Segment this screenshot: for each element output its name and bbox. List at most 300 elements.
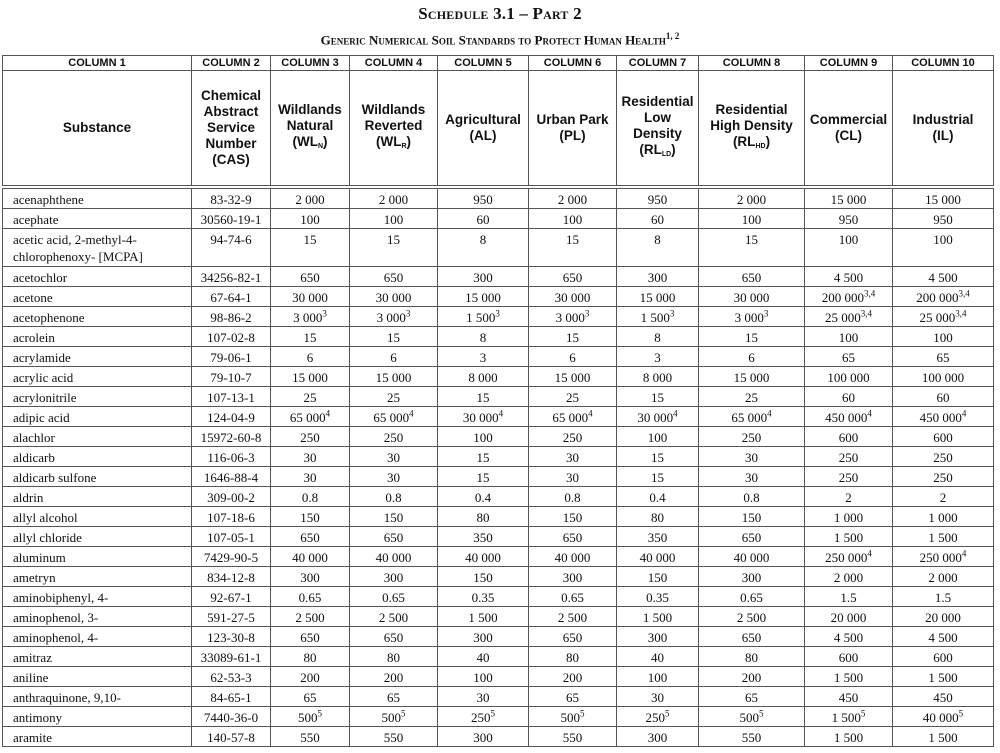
cas-cell: 62-53-3: [192, 667, 271, 687]
cas-cell: 83-32-9: [192, 187, 271, 209]
standard-value: 950: [933, 212, 953, 227]
standard-value: 0.35: [646, 590, 669, 605]
standard-value-cell: [805, 327, 893, 347]
standard-value: 65: [303, 690, 317, 705]
standard-value: 40 000: [554, 550, 591, 565]
standard-value-cell: [699, 407, 805, 427]
standard-value: 15: [651, 390, 664, 405]
standard-value-cell: [617, 229, 699, 267]
standard-value-cell: [699, 667, 805, 687]
column-header-line: High Density: [710, 117, 793, 133]
standard-value: 6: [306, 350, 314, 365]
standard-value-cell: [271, 427, 350, 447]
standard-value-cell: [617, 209, 699, 229]
standard-value-cell: [529, 287, 617, 307]
standard-value-cell: [438, 567, 529, 587]
standard-value-cell: [529, 229, 617, 267]
standard-value-cell: [438, 209, 529, 229]
footnote-ref: 4: [409, 408, 414, 419]
standard-value: 950: [647, 192, 668, 207]
standard-value: 25: [387, 390, 400, 405]
standard-value-cell: [893, 209, 994, 229]
standard-value: 15 000: [830, 192, 867, 207]
standard-value: 15 000: [639, 290, 676, 305]
standard-value: 3: [654, 350, 661, 365]
standard-value: 3 000: [376, 310, 406, 325]
standard-value: 6: [569, 350, 576, 365]
standard-value: 100: [300, 212, 320, 227]
standard-value-cell: [617, 287, 699, 307]
standard-value: 450 000: [919, 410, 962, 425]
column-header-line: Wildlands: [278, 101, 342, 117]
standard-value: 15: [476, 470, 490, 485]
standard-value-cell: [529, 507, 617, 527]
standard-value: 1 000: [928, 510, 958, 525]
standard-value-cell: [438, 687, 529, 707]
substance-cell: acrolein: [3, 327, 192, 347]
standard-value-cell: [271, 447, 350, 467]
standard-value-cell: [350, 427, 438, 447]
column-header-line: Abstract: [203, 104, 259, 119]
standard-value-cell: [617, 647, 699, 667]
standard-value: 3 000: [555, 310, 585, 325]
standard-value: 15 000: [292, 370, 328, 385]
standard-value-cell: [805, 627, 893, 647]
standard-value-cell: [699, 527, 805, 547]
standard-value: 8: [654, 330, 661, 345]
standard-value-cell: [893, 487, 994, 507]
footnote-ref: 4: [767, 408, 772, 419]
standard-value: 2 000: [557, 192, 588, 207]
standard-value: 2 000: [295, 192, 325, 207]
footnote-ref: 3,4: [958, 288, 970, 299]
standard-value-cell: [805, 727, 893, 747]
standard-value-cell: [617, 267, 699, 287]
standard-value: 1 500: [642, 610, 673, 625]
standard-value: 300: [473, 270, 493, 285]
column-header-line: Substance: [62, 120, 132, 135]
standard-value-cell: [699, 567, 805, 587]
standard-value-cell: [617, 727, 699, 747]
standard-value: 0.65: [740, 590, 763, 605]
column-header-9: [805, 71, 893, 188]
standard-value: 200 000: [916, 290, 959, 305]
standard-value: 15: [476, 450, 490, 465]
footnote-ref: 4: [325, 408, 331, 419]
standard-value: 2 500: [557, 610, 588, 625]
standard-value-cell: [350, 187, 438, 209]
standard-value-cell: [529, 447, 617, 467]
standard-value: 80: [651, 510, 664, 525]
table-row: [3, 507, 994, 527]
standard-value: 1 500: [928, 670, 958, 685]
column-header-abbr-close: ): [406, 133, 412, 149]
standard-value-cell: [438, 587, 529, 607]
standard-value: 0.8: [385, 490, 402, 505]
standard-value: 300: [562, 570, 583, 585]
standard-value: 30 000: [733, 290, 770, 305]
standard-value: 30 000: [637, 410, 674, 425]
standard-value-cell: [529, 667, 617, 687]
standard-value: 200: [300, 670, 320, 685]
cas-cell: 67-64-1: [192, 287, 271, 307]
column-header-line: Residential: [715, 101, 788, 117]
cas-cell: 107-05-1: [192, 527, 271, 547]
standard-value-cell: [271, 407, 350, 427]
table-row: [3, 667, 994, 687]
standard-value: 25: [566, 390, 579, 405]
standard-value: 40 000: [465, 550, 501, 565]
standard-value-cell: [699, 347, 805, 367]
standard-value-cell: [617, 347, 699, 367]
standard-value-cell: [350, 487, 438, 507]
standard-value: 100: [838, 330, 859, 345]
standard-value: 2 500: [736, 610, 767, 625]
table-row: [3, 707, 994, 727]
standard-value: 150: [562, 510, 583, 525]
footnote-ref: 4: [867, 548, 872, 559]
substance-cell: acetophenone: [3, 307, 192, 327]
standard-value-cell: [350, 367, 438, 387]
standard-value: 950: [473, 192, 493, 207]
cas-cell: 34256-82-1: [192, 267, 271, 287]
standard-value: 2 500: [378, 610, 409, 625]
standard-value-cell: [529, 627, 617, 647]
standard-value: 0.65: [382, 590, 405, 605]
standard-value: 300: [473, 730, 493, 745]
standard-value: 60: [651, 212, 664, 227]
column-header-6: [529, 71, 617, 188]
standard-value: 15: [651, 450, 664, 465]
cas-cell: 79-10-7: [192, 367, 271, 387]
substance-cell: adipic acid: [3, 407, 192, 427]
standard-value: 250: [383, 430, 404, 445]
standard-value-cell: [271, 367, 350, 387]
standard-value-cell: [438, 347, 529, 367]
standard-value: 15: [566, 232, 579, 247]
standard-value: 40: [476, 650, 490, 665]
standard-value-cell: [699, 367, 805, 387]
standard-value-cell: [438, 647, 529, 667]
footnote-ref: 5: [401, 708, 406, 719]
standard-value-cell: [529, 527, 617, 547]
standard-value: 250: [933, 470, 953, 485]
standard-value: 4 500: [833, 630, 864, 645]
column-header-line: Agricultural: [445, 112, 521, 127]
footnote-ref: 3,4: [860, 308, 872, 319]
standard-value-cell: [617, 407, 699, 427]
standard-value: 3 000: [734, 310, 764, 325]
standard-value: 80: [476, 510, 490, 525]
standard-value-cell: [893, 627, 994, 647]
standard-value-cell: [617, 567, 699, 587]
standard-value-cell: [271, 547, 350, 567]
standard-value: 100 000: [921, 370, 965, 385]
table-row: [3, 347, 994, 367]
standard-value-cell: [893, 307, 994, 327]
standard-value: 0.65: [298, 590, 322, 605]
standard-value-cell: [271, 707, 350, 727]
standard-value: 1 500: [468, 610, 498, 625]
standard-value: 8: [479, 330, 487, 345]
standard-value: 15 000: [375, 370, 412, 385]
standard-value-cell: [617, 307, 699, 327]
substance-cell: aldrin: [3, 487, 192, 507]
standard-value-cell: [893, 567, 994, 587]
table-row: [3, 187, 994, 209]
standard-value: 65 000: [373, 410, 410, 425]
footnote-ref: 5: [490, 708, 495, 719]
standard-value-cell: [438, 607, 529, 627]
standard-value: 30: [566, 470, 579, 485]
table-row: [3, 229, 994, 267]
standard-value-cell: [271, 487, 350, 507]
standard-value-cell: [805, 707, 893, 727]
standard-value: 650: [383, 530, 404, 545]
substance-cell: acetic acid, 2-methyl-4-chlorophenoxy- [MCPA]: [3, 229, 192, 267]
standard-value-cell: [893, 547, 994, 567]
substance-cell: aldicarb sulfone: [3, 467, 192, 487]
standard-value: 1 500: [928, 530, 958, 545]
substance-cell: aluminum: [3, 547, 192, 567]
standard-value-cell: [805, 307, 893, 327]
standard-value: 200: [562, 670, 583, 685]
column-header-abbr-close: ): [323, 133, 328, 149]
standard-value-cell: [805, 229, 893, 267]
footnote-ref: 5: [580, 708, 585, 719]
column-number-5: COLUMN 5: [438, 56, 529, 71]
standard-value-cell: [805, 687, 893, 707]
footnote-ref: 4: [961, 408, 967, 419]
standard-value-cell: [893, 229, 994, 267]
footnote-ref: 4: [588, 408, 593, 419]
standard-value-cell: [438, 447, 529, 467]
column-header-subscript: LD: [661, 150, 672, 158]
standard-value: 0.4: [649, 490, 666, 505]
standard-value: 2: [845, 490, 852, 505]
standard-value: 100: [473, 670, 493, 685]
standard-value: 20 000: [925, 610, 961, 625]
standard-value-cell: [438, 367, 529, 387]
column-header-abbr: (RL: [732, 133, 756, 149]
standard-value: 1 500: [466, 310, 496, 325]
standard-value-cell: [350, 647, 438, 667]
standard-value-cell: [699, 687, 805, 707]
standard-value-cell: [893, 527, 994, 547]
standard-value: 150: [473, 570, 493, 585]
standard-value: 30: [303, 470, 317, 485]
standard-value: 300: [300, 570, 320, 585]
cas-cell: 1646-88-4: [192, 467, 271, 487]
standard-value: 25: [303, 390, 317, 405]
standard-value: 15: [303, 232, 317, 247]
table-row: [3, 727, 994, 747]
standard-value: 250: [741, 430, 762, 445]
standard-value: 150: [741, 510, 762, 525]
standard-value: 650: [741, 530, 762, 545]
standard-value: 100: [647, 670, 668, 685]
column-header-subscript: HD: [755, 142, 766, 150]
standard-value: 650: [741, 630, 762, 645]
column-header-10: [893, 71, 994, 188]
footnote-ref: 5: [958, 708, 964, 719]
column-header-line: Urban Park: [536, 112, 609, 127]
standard-value-cell: [271, 267, 350, 287]
standard-value-cell: [271, 229, 350, 267]
standard-value-cell: [699, 707, 805, 727]
substance-cell: acrylic acid: [3, 367, 192, 387]
footnote-ref: 4: [867, 408, 872, 419]
column-header-line: Residential: [621, 93, 694, 109]
standard-value: 40: [651, 650, 664, 665]
standard-value-cell: [805, 667, 893, 687]
standard-value-cell: [350, 287, 438, 307]
standard-value-cell: [617, 607, 699, 627]
standard-value-cell: [271, 209, 350, 229]
standard-value: 600: [933, 430, 953, 445]
footnote-ref: 4: [961, 548, 967, 559]
standard-value: 300: [647, 270, 668, 285]
standard-value: 65: [842, 350, 855, 365]
standard-value: 0.8: [743, 490, 760, 505]
standard-value-cell: [529, 387, 617, 407]
standard-value-cell: [350, 727, 438, 747]
substance-cell: allyl alcohol: [3, 507, 192, 527]
column-header-8: [699, 71, 805, 188]
standard-value-cell: [438, 187, 529, 209]
substance-cell: aminobiphenyl, 4-: [3, 587, 192, 607]
standard-value: 250: [562, 430, 583, 445]
standard-value: 650: [300, 630, 320, 645]
standard-value-cell: [805, 407, 893, 427]
cas-cell: 33089-61-1: [192, 647, 271, 667]
standard-value-cell: [617, 667, 699, 687]
standard-value-cell: [529, 567, 617, 587]
substance-cell: acrylamide: [3, 347, 192, 367]
standard-value: 500: [560, 710, 580, 725]
standard-value: 650: [741, 270, 762, 285]
standard-value-cell: [699, 647, 805, 667]
standard-value: 30: [387, 470, 400, 485]
standard-value-cell: [699, 387, 805, 407]
substance-cell: allyl chloride: [3, 527, 192, 547]
standard-value: 8 000: [642, 370, 673, 385]
standard-value: 650: [383, 630, 404, 645]
standard-value-cell: [805, 287, 893, 307]
standard-value-cell: [805, 209, 893, 229]
table-row: [3, 267, 994, 287]
table-row: [3, 327, 994, 347]
standard-value-cell: [529, 487, 617, 507]
standard-value: 30: [387, 450, 400, 465]
standard-value-cell: [617, 367, 699, 387]
standard-value-cell: [893, 447, 994, 467]
standard-value: 40 000: [292, 550, 328, 565]
standard-value-cell: [617, 587, 699, 607]
standard-value: 20 000: [830, 610, 867, 625]
standard-value-cell: [350, 347, 438, 367]
standard-value: 200: [741, 670, 762, 685]
standard-value-cell: [438, 287, 529, 307]
document-subtitle: [0, 31, 1000, 48]
footnote-ref: 5: [860, 708, 866, 719]
cas-cell: 834-12-8: [192, 567, 271, 587]
standard-value-cell: [893, 427, 994, 447]
standard-value: 250: [300, 430, 320, 445]
substance-cell: acetone: [3, 287, 192, 307]
table-row: [3, 367, 994, 387]
standard-value: 25 000: [919, 310, 956, 325]
standard-value-cell: [893, 727, 994, 747]
standard-value-cell: [893, 387, 994, 407]
standard-value-cell: [805, 447, 893, 467]
standard-value: 0.65: [561, 590, 584, 605]
standard-value-cell: [617, 507, 699, 527]
standard-value-cell: [438, 327, 529, 347]
standard-value: 2 000: [378, 192, 409, 207]
standard-value-cell: [529, 647, 617, 667]
standard-value-cell: [617, 627, 699, 647]
standard-value: 30: [476, 690, 490, 705]
standard-value: 2 500: [295, 610, 325, 625]
standard-value: 4 500: [928, 630, 958, 645]
standard-value: 15: [745, 330, 758, 345]
table-row: [3, 567, 994, 587]
standard-value-cell: [271, 727, 350, 747]
standard-value-cell: [271, 627, 350, 647]
column-header-subscript: R: [401, 142, 407, 150]
substance-cell: ametryn: [3, 567, 192, 587]
standard-value: 550: [300, 730, 320, 745]
column-header-line: Commercial: [809, 112, 888, 127]
standard-value-cell: [893, 687, 994, 707]
cas-cell: 140-57-8: [192, 727, 271, 747]
standard-value-cell: [893, 267, 994, 287]
standard-value-cell: [271, 667, 350, 687]
standard-value-cell: [617, 547, 699, 567]
cas-cell: 107-13-1: [192, 387, 271, 407]
standard-value-cell: [805, 587, 893, 607]
standard-value: 65: [566, 690, 579, 705]
standard-value-cell: [529, 267, 617, 287]
standard-value: 100: [933, 330, 953, 345]
standard-value-cell: [699, 327, 805, 347]
table-row: [3, 427, 994, 447]
cas-cell: 79-06-1: [192, 347, 271, 367]
standard-value-cell: [271, 527, 350, 547]
standard-value-cell: [438, 229, 529, 267]
substance-cell: alachlor: [3, 427, 192, 447]
standard-value-cell: [699, 467, 805, 487]
footnote-ref: 5: [317, 708, 322, 719]
standard-value-cell: [529, 467, 617, 487]
footnote-ref: 3,4: [955, 308, 967, 319]
standard-value: 15: [303, 330, 317, 345]
standard-value-cell: [350, 607, 438, 627]
standard-value: 100: [383, 212, 404, 227]
cas-cell: 92-67-1: [192, 587, 271, 607]
standard-value-cell: [617, 687, 699, 707]
standard-value-cell: [893, 667, 994, 687]
standard-value-cell: [350, 387, 438, 407]
standard-value: 200 000: [821, 290, 864, 305]
substance-cell: aminophenol, 3-: [3, 607, 192, 627]
standard-value-cell: [350, 507, 438, 527]
column-header-line: (PL): [559, 128, 586, 143]
standard-value-cell: [350, 407, 438, 427]
standard-value-cell: [350, 667, 438, 687]
standard-value: 60: [476, 212, 490, 227]
